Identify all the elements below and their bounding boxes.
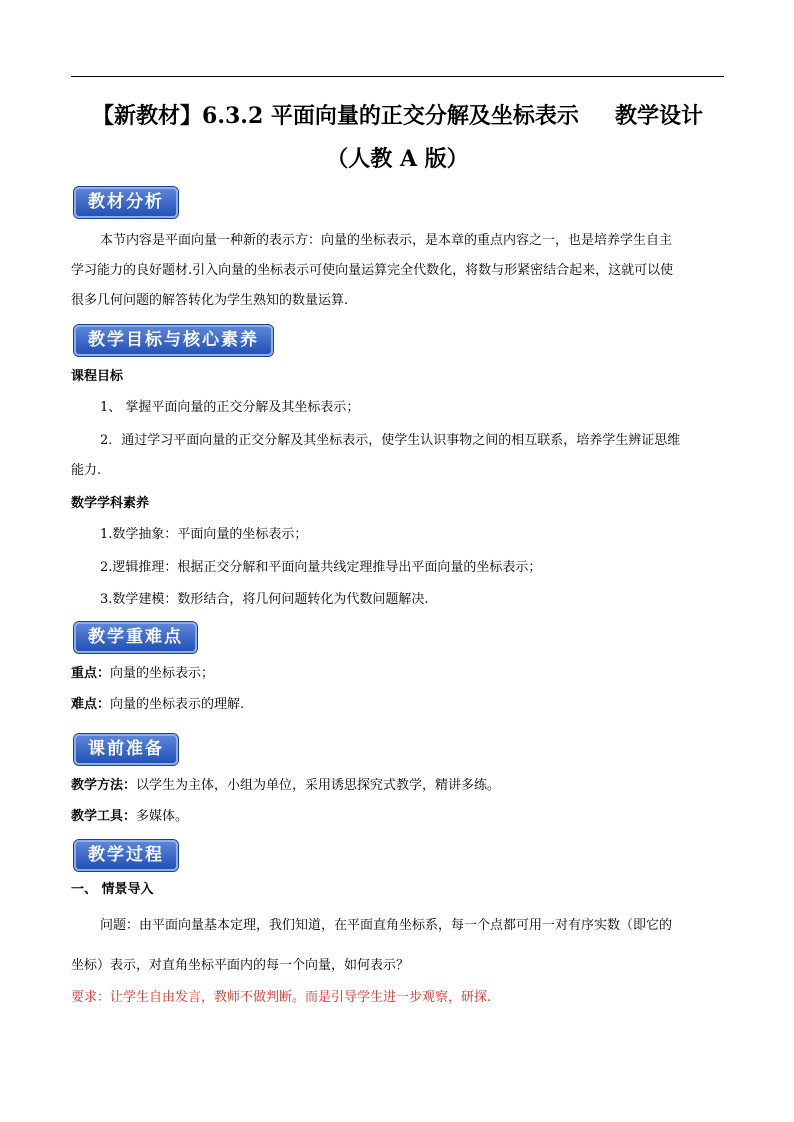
analysis-line-2: 学习能力的良好题材.引入向量的坐标表示可使向量运算完全代数化，将数与形紧密结合起来，这就可以使 <box>71 263 674 278</box>
question-line-1: 问题：由平面向量基本定理，我们知道，在平面直角坐标系，每一个点都可用一对有序实数（即它的 <box>100 918 673 933</box>
document-subtitle: （人教 A 版） <box>326 146 469 172</box>
title-tail: 教学设计 <box>614 103 703 129</box>
literacy-item: 1.数学抽象：平面向量的坐标表示； <box>100 527 308 542</box>
process-step-heading: 一、 情景导入 <box>71 882 154 897</box>
teaching-tool-line <box>71 807 724 827</box>
literacy-heading: 数学学科素养 <box>71 496 150 511</box>
header-rule <box>71 76 724 77</box>
difficulty-label: 难点： <box>71 697 111 712</box>
question-line-2: 坐标）表示，对直角坐标平面内的每一个向量，如何表示？ <box>71 958 410 973</box>
difficulty-text: 向量的坐标表示的理解. <box>110 697 245 712</box>
teaching-method-label: 教学方法： <box>71 778 137 793</box>
literacy-item: 3.数学建模：数形结合，将几何问题转化为代数问题解决. <box>100 592 429 607</box>
teaching-method-text: 以学生为主体，小组为单位，采用诱思探究式教学，精讲多练。 <box>136 778 501 793</box>
section-badge-prep: 课前准备 <box>74 734 178 765</box>
document-title <box>71 101 724 131</box>
course-goal-item: 2．通过学习平面向量的正交分解及其坐标表示，使学生认识事物之间的相互联系，培养学生辨证思维 <box>100 433 681 448</box>
teaching-method-line <box>71 776 724 796</box>
difficulty-line <box>71 695 724 715</box>
key-point-label: 重点： <box>71 666 111 681</box>
literacy-item: 2.逻辑推理：根据正交分解和平面向量共线定理推导出平面向量的坐标表示； <box>100 560 542 575</box>
teaching-tool-text: 多媒体。 <box>136 809 189 824</box>
course-goal-item-continued: 能力. <box>71 463 102 478</box>
section-badge-key-points: 教学重难点 <box>74 622 197 653</box>
key-point-text: 向量的坐标表示； <box>110 666 215 681</box>
teaching-tool-label: 教学工具： <box>71 809 137 824</box>
analysis-line-1: 本节内容是平面向量一种新的表示方：向量的坐标表示，是本章的重点内容之一，也是培养学生自主 <box>100 233 673 248</box>
course-goal-item: 1、 掌握平面向量的正交分解及其坐标表示； <box>100 400 360 415</box>
course-goals-heading: 课程目标 <box>71 369 124 384</box>
analysis-line-3: 很多几何问题的解答转化为学生熟知的数量运算. <box>71 293 349 308</box>
section-badge-analysis: 教材分析 <box>74 187 178 218</box>
requirement-text: 要求：让学生自由发言，教师不做判断。而是引导学生进一步观察，研探. <box>71 990 492 1005</box>
section-badge-process: 教学过程 <box>74 840 178 871</box>
section-badge-goals: 教学目标与核心素养 <box>74 325 273 356</box>
title-main: 【新教材】6.3.2 平面向量的正交分解及坐标表示 <box>92 103 579 129</box>
key-point-line <box>71 664 724 684</box>
